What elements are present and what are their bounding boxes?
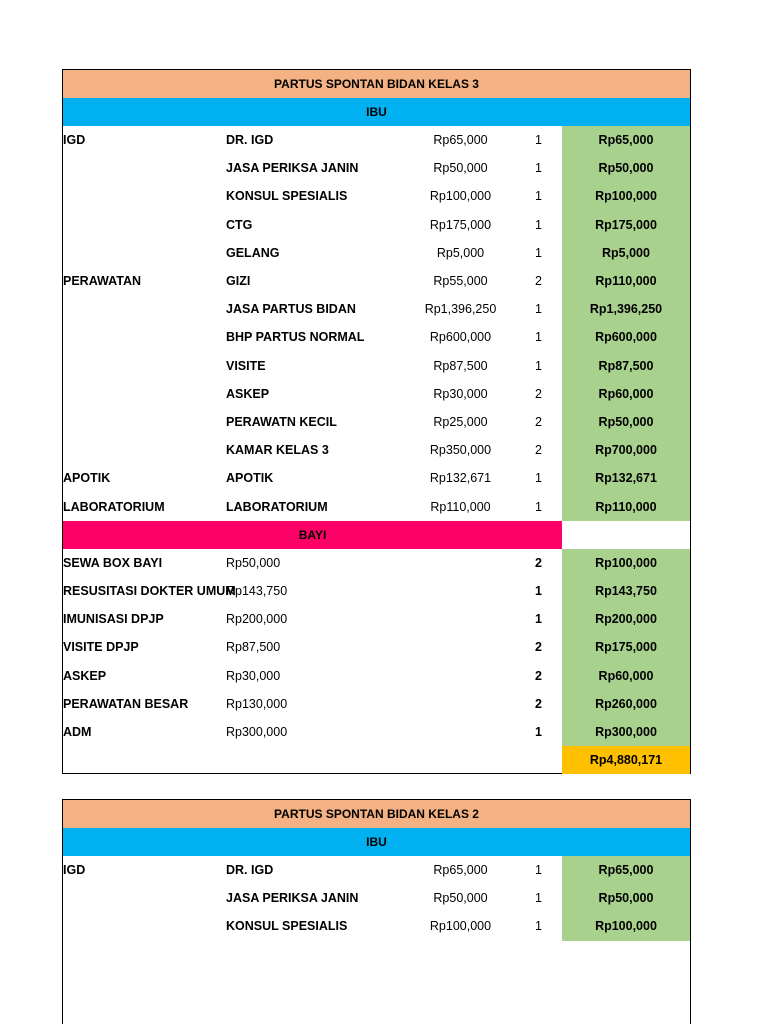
qty-cell: 1 bbox=[535, 919, 542, 934]
price-cell: Rp130,000 bbox=[226, 696, 288, 711]
total-cell: Rp65,000 bbox=[562, 126, 690, 154]
qty-cell: 2 bbox=[535, 443, 542, 458]
qty-cell: 1 bbox=[535, 863, 542, 878]
price-cell: Rp5,000 bbox=[436, 245, 485, 260]
category-cell: LABORATORIUM bbox=[63, 499, 165, 514]
bayi-label: BAYI bbox=[63, 521, 562, 549]
price-cell: Rp30,000 bbox=[433, 386, 488, 401]
price-cell: Rp50,000 bbox=[433, 161, 488, 176]
qty-cell: 1 bbox=[535, 161, 542, 176]
qty-cell: 2 bbox=[535, 668, 542, 683]
qty-cell: 1 bbox=[535, 189, 542, 204]
total-cell: Rp175,000 bbox=[562, 211, 690, 239]
item-cell: RESUSITASI DOKTER UMUM bbox=[63, 584, 236, 599]
cost-table-kelas-2 bbox=[62, 799, 691, 1024]
total-cell: Rp110,000 bbox=[562, 267, 690, 295]
item-cell: IMUNISASI DPJP bbox=[63, 612, 164, 627]
total-cell: Rp175,000 bbox=[562, 633, 690, 661]
price-cell: Rp175,000 bbox=[429, 217, 492, 232]
table-row bbox=[63, 912, 690, 940]
qty-cell: 2 bbox=[535, 555, 542, 570]
section-header-ibu: IBU bbox=[63, 98, 690, 126]
item-cell: KAMAR KELAS 3 bbox=[226, 443, 329, 458]
total-cell: Rp100,000 bbox=[562, 549, 690, 577]
item-cell: JASA PERIKSA JANIN bbox=[226, 161, 359, 176]
price-cell: Rp1,396,250 bbox=[424, 302, 497, 317]
item-cell: PERAWATN KECIL bbox=[226, 414, 337, 429]
total-cell: Rp5,000 bbox=[562, 239, 690, 267]
table-row bbox=[63, 464, 690, 492]
table-row bbox=[63, 295, 690, 323]
table-row bbox=[63, 239, 690, 267]
grand-total-row bbox=[63, 746, 690, 774]
table-row bbox=[63, 549, 690, 577]
qty-cell: 2 bbox=[535, 640, 542, 655]
item-cell: VISITE DPJP bbox=[63, 640, 139, 655]
qty-cell: 1 bbox=[535, 133, 542, 148]
price-cell: Rp55,000 bbox=[433, 274, 488, 289]
total-cell: Rp50,000 bbox=[562, 884, 690, 912]
qty-cell: 1 bbox=[535, 358, 542, 373]
price-cell: Rp300,000 bbox=[226, 725, 288, 740]
table-row bbox=[63, 154, 690, 182]
item-cell: SEWA BOX BAYI bbox=[63, 555, 163, 570]
section-header-bayi bbox=[63, 521, 690, 549]
item-cell: DR. IGD bbox=[226, 863, 274, 878]
price-cell: Rp100,000 bbox=[429, 189, 492, 204]
price-cell: Rp30,000 bbox=[226, 668, 281, 683]
table-row bbox=[63, 182, 690, 210]
table-row bbox=[63, 633, 690, 661]
total-cell: Rp60,000 bbox=[562, 662, 690, 690]
qty-cell: 2 bbox=[535, 274, 542, 289]
price-cell: Rp143,750 bbox=[226, 584, 288, 599]
total-cell: Rp300,000 bbox=[562, 718, 690, 746]
price-cell: Rp25,000 bbox=[433, 414, 488, 429]
item-cell: APOTIK bbox=[226, 471, 274, 486]
table-row bbox=[63, 211, 690, 239]
table-title: PARTUS SPONTAN BIDAN KELAS 3 bbox=[63, 70, 690, 98]
category-cell: IGD bbox=[63, 863, 86, 878]
category-cell: APOTIK bbox=[63, 471, 111, 486]
qty-cell: 1 bbox=[535, 330, 542, 345]
qty-cell: 1 bbox=[535, 245, 542, 260]
price-cell: Rp600,000 bbox=[429, 330, 492, 345]
table-row bbox=[63, 690, 690, 718]
table-row bbox=[63, 352, 690, 380]
total-cell: Rp1,396,250 bbox=[562, 295, 690, 323]
qty-cell: 1 bbox=[535, 471, 542, 486]
total-cell: Rp143,750 bbox=[562, 577, 690, 605]
category-cell: PERAWATAN bbox=[63, 274, 142, 289]
item-cell: ASKEP bbox=[63, 668, 107, 683]
price-cell: Rp350,000 bbox=[429, 443, 492, 458]
table-title: PARTUS SPONTAN BIDAN KELAS 2 bbox=[63, 800, 690, 828]
total-cell: Rp100,000 bbox=[562, 912, 690, 940]
item-cell: JASA PERIKSA JANIN bbox=[226, 891, 359, 906]
table-row bbox=[63, 126, 690, 154]
ibu-rows bbox=[63, 856, 690, 941]
table-row bbox=[63, 718, 690, 746]
table-row bbox=[63, 856, 690, 884]
category-cell: IGD bbox=[63, 133, 86, 148]
item-cell: ADM bbox=[63, 725, 92, 740]
qty-cell: 2 bbox=[535, 414, 542, 429]
price-cell: Rp87,500 bbox=[433, 358, 488, 373]
price-cell: Rp65,000 bbox=[433, 863, 488, 878]
item-cell: VISITE bbox=[226, 358, 266, 373]
table-row bbox=[63, 492, 690, 520]
total-cell: Rp700,000 bbox=[562, 436, 690, 464]
price-cell: Rp200,000 bbox=[226, 612, 288, 627]
price-cell: Rp110,000 bbox=[430, 499, 491, 514]
total-cell: Rp87,500 bbox=[562, 352, 690, 380]
price-cell: Rp132,671 bbox=[429, 471, 492, 486]
table-row bbox=[63, 380, 690, 408]
cost-table-kelas-3 bbox=[62, 69, 691, 774]
item-cell: KONSUL SPESIALIS bbox=[226, 919, 348, 934]
table-row bbox=[63, 605, 690, 633]
price-cell: Rp100,000 bbox=[429, 919, 492, 934]
qty-cell: 1 bbox=[535, 612, 542, 627]
bayi-rows bbox=[63, 549, 690, 746]
section-header-ibu: IBU bbox=[63, 828, 690, 856]
table-row bbox=[63, 577, 690, 605]
item-cell: GELANG bbox=[226, 245, 280, 260]
qty-cell: 1 bbox=[535, 302, 542, 317]
total-cell: Rp50,000 bbox=[562, 154, 690, 182]
total-cell: Rp132,671 bbox=[562, 464, 690, 492]
qty-cell: 1 bbox=[535, 891, 542, 906]
item-cell: ASKEP bbox=[226, 386, 270, 401]
total-cell: Rp200,000 bbox=[562, 605, 690, 633]
qty-cell: 1 bbox=[535, 584, 542, 599]
table-row bbox=[63, 323, 690, 351]
qty-cell: 1 bbox=[535, 499, 542, 514]
table-row bbox=[63, 267, 690, 295]
grand-total-value: Rp4,880,171 bbox=[562, 746, 690, 774]
total-cell: Rp100,000 bbox=[562, 182, 690, 210]
total-cell: Rp110,000 bbox=[562, 492, 690, 520]
item-cell: PERAWATAN BESAR bbox=[63, 696, 189, 711]
qty-cell: 2 bbox=[535, 386, 542, 401]
total-cell: Rp260,000 bbox=[562, 690, 690, 718]
item-cell: JASA PARTUS BIDAN bbox=[226, 302, 356, 317]
total-cell: Rp60,000 bbox=[562, 380, 690, 408]
price-cell: Rp50,000 bbox=[433, 891, 488, 906]
total-cell: Rp50,000 bbox=[562, 408, 690, 436]
item-cell: GIZI bbox=[226, 274, 251, 289]
qty-cell: 1 bbox=[535, 725, 542, 740]
table-row bbox=[63, 436, 690, 464]
price-cell: Rp50,000 bbox=[226, 555, 281, 570]
table-row bbox=[63, 884, 690, 912]
item-cell: DR. IGD bbox=[226, 133, 274, 148]
item-cell: CTG bbox=[226, 217, 253, 232]
qty-cell: 1 bbox=[535, 217, 542, 232]
price-cell: Rp87,500 bbox=[226, 640, 281, 655]
ibu-rows bbox=[63, 126, 690, 521]
item-cell: LABORATORIUM bbox=[226, 499, 328, 514]
table-row bbox=[63, 408, 690, 436]
qty-cell: 2 bbox=[535, 696, 542, 711]
table-row bbox=[63, 662, 690, 690]
total-cell: Rp65,000 bbox=[562, 856, 690, 884]
item-cell: BHP PARTUS NORMAL bbox=[226, 330, 365, 345]
item-cell: KONSUL SPESIALIS bbox=[226, 189, 348, 204]
total-cell: Rp600,000 bbox=[562, 323, 690, 351]
price-cell: Rp65,000 bbox=[433, 133, 488, 148]
